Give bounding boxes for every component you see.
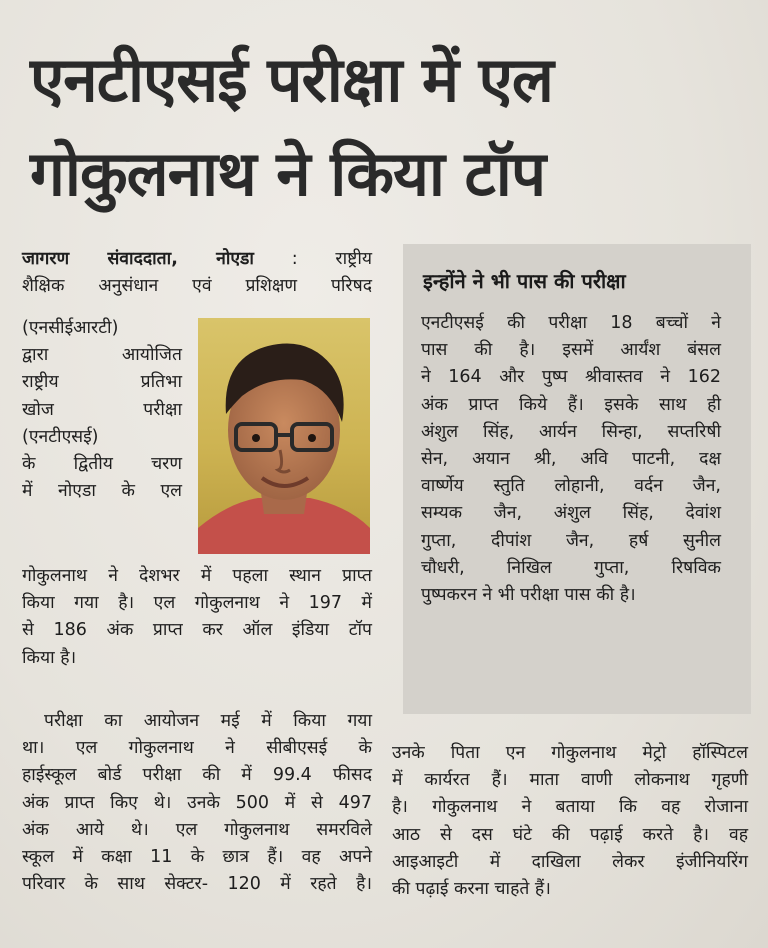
lead-top (22, 246, 372, 300)
lead-line: जागरण संवाददाता, नोएडा : राष्ट्रीय (22, 249, 372, 269)
paragraph-line: अंक आये थे। एल गोकुलनाथ समरविले (22, 819, 372, 840)
paragraph-line: परीक्षा का आयोजन मई में किया गया (44, 711, 372, 731)
lead-wide (22, 563, 372, 672)
sidebar-title: इन्होंने ने भी पास की परीक्षा (423, 269, 626, 293)
paragraph-line: स्कूल में कक्षा 11 के छात्र हैं। वह अपने (22, 847, 372, 868)
sidebar-line: चौधरी, निखिल गुप्ता, रिषविक (421, 557, 721, 578)
lead-narrow (22, 315, 182, 505)
paragraph-line: आठ से दस घंटे की पढ़ाई करते है। वह (392, 824, 748, 845)
headline-line-1: एनटीएसई परीक्षा में एल (30, 43, 553, 116)
lead-top-word: राष्ट्रीय (335, 249, 372, 269)
lead-line: किया गया है। एल गोकुलनाथ ने 197 में (22, 593, 372, 614)
lead-line: राष्ट्रीय प्रतिभा (22, 372, 182, 393)
paragraph-line: अंक प्राप्त किए थे। उनके 500 में से 497 (22, 792, 372, 813)
sidebar-line: सम्यक जैन, अंशुल सिंह, देवांश (421, 503, 721, 524)
lead-line: (एनसीईआरटी) (22, 318, 119, 338)
paragraph-line: की पढ़ाई करना चाहते हैं। (392, 879, 551, 900)
sidebar-line: अंशुल सिंह, आर्यन सिन्हा, सप्तरिषी (421, 421, 721, 442)
paragraph-line: था। एल गोकुलनाथ ने सीबीएसई के (22, 738, 372, 759)
lead-line: शैक्षिक अनुसंधान एवं प्रशिक्षण परिषद (22, 276, 372, 297)
lead-line: खोज परीक्षा (22, 399, 182, 420)
sidebar-line: ने 164 और पुष्प श्रीवास्तव ने 162 (421, 367, 721, 388)
sidebar-box (403, 244, 751, 714)
sidebar-body (421, 310, 721, 609)
paragraph-line: आइआइटी में दाखिला लेकर इंजीनियरिंग (392, 851, 748, 872)
paragraph-line: परिवार के साथ सेक्टर- 120 में रहते है। (22, 874, 372, 895)
student-portrait-icon (198, 318, 370, 554)
sidebar-line: अंक प्राप्त किये हैं। इसके साथ ही (421, 394, 721, 415)
lead-line: द्वारा आयोजित (22, 345, 182, 366)
sidebar-line: वार्ष्णेय स्तुति लोहानी, वर्दन जैन, (421, 476, 721, 497)
paragraph-line: हाईस्कूल बोर्ड परीक्षा की में 99.4 फीसद (22, 765, 372, 786)
sidebar-line: गुप्ता, दीपांश जैन, हर्ष सुनील (421, 530, 721, 551)
paragraph-line: है। गोकुलनाथ ने बताया कि वह रोजाना (392, 797, 748, 818)
lead-line: (एनटीएसई) (22, 426, 99, 447)
paragraph-line: उनके पिता एन गोकुलनाथ मेट्रो हॉस्पिटल (392, 743, 748, 763)
byline: जागरण संवाददाता, नोएडा (22, 249, 254, 269)
lead-line: से 186 अंक प्राप्त कर ऑल इंडिया टॉप (22, 620, 372, 641)
lead-line: में नोएडा के एल (22, 481, 182, 502)
lead-line: किया है। (22, 647, 77, 668)
student-photo (198, 318, 370, 554)
sidebar-line: एनटीएसई की परीक्षा 18 बच्चों ने (421, 313, 721, 333)
lead-line: गोकुलनाथ ने देशभर में पहला स्थान प्राप्त (22, 566, 372, 586)
lead-line: के द्वितीय चरण (22, 454, 182, 475)
sidebar-line: पुष्पकरन ने भी परीक्षा पास की है। (421, 585, 636, 606)
sidebar-line: पास की है। इसमें आर्यंश बंसल (421, 340, 721, 361)
paragraph-2 (22, 708, 372, 898)
headline-line-2: गोकुलनाथ ने किया टॉप (30, 137, 546, 210)
paragraph-line: में कार्यरत हैं। माता वाणी लोकनाथ गृहणी (392, 770, 748, 791)
paragraph-3 (392, 740, 748, 903)
sidebar-line: सेन, अयान श्री, अवि पाटनी, दक्ष (421, 449, 721, 470)
